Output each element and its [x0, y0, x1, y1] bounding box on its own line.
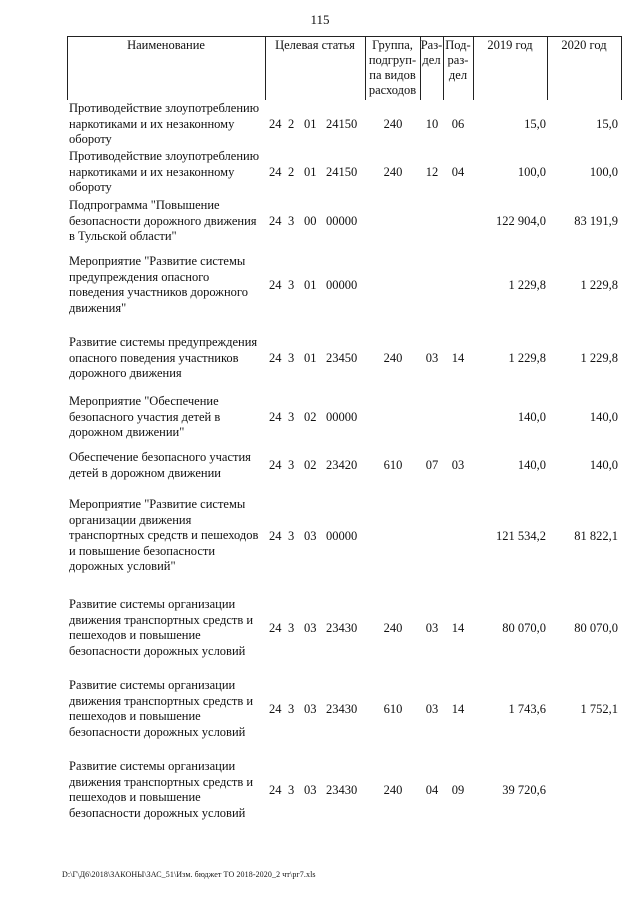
cell-c3: 02: [304, 410, 317, 424]
header-2019: 2019 год: [487, 38, 533, 52]
row-name: Развитие системы организации движения транспортных средств и пешеходов и повышение безопасности дорожных условий: [69, 597, 254, 658]
cell-y2019: 121 534,2: [496, 529, 546, 543]
cell-c2: 2: [288, 117, 295, 131]
cell-y2019: 39 720,6: [502, 783, 546, 797]
row-name: Противодействие злоупотреблению наркотиками и их незаконному обороту: [69, 149, 260, 194]
row-name: Развитие системы организации движения транспортных средств и пешеходов и повышение безопасности дорожных условий: [69, 759, 254, 820]
cell-c4: 23450: [326, 351, 358, 365]
cell-y2020: 100,0: [589, 165, 618, 179]
cell-y2019: 15,0: [524, 117, 546, 131]
cell-c2: 3: [288, 458, 295, 472]
cell-y2019: 1 229,8: [508, 351, 546, 365]
cell-section: 07: [425, 458, 439, 472]
cell-y2019: 140,0: [517, 410, 546, 424]
cell-y2019: 1 743,6: [508, 702, 546, 716]
cell-y2020: 1 229,8: [580, 351, 618, 365]
row-name: Мероприятие "Развитие системы организации движения транспортных средств и пешеходов и повышение безопасности дорожных условий": [69, 497, 259, 573]
cell-c4: 23430: [326, 621, 358, 635]
cell-c1: 24: [269, 702, 282, 716]
cell-group: 240: [383, 783, 403, 797]
cell-c3: 03: [304, 783, 317, 797]
cell-c2: 3: [288, 278, 295, 292]
cell-y2019: 100,0: [517, 165, 546, 179]
row-name: Мероприятие "Развитие системы предупреждения опасного поведения участников дорожного движения": [69, 254, 248, 315]
cell-subsection: 06: [451, 117, 465, 131]
cell-section: 10: [425, 117, 439, 131]
cell-c2: 3: [288, 621, 295, 635]
cell-y2019: 80 070,0: [502, 621, 546, 635]
cell-group: 240: [383, 165, 403, 179]
cell-c2: 2: [288, 165, 295, 179]
cell-subsection: 03: [451, 458, 465, 472]
header-name: Наименование: [127, 38, 205, 52]
cell-c1: 24: [269, 165, 282, 179]
footer-filepath: D:\Г\Д6\2018\ЗАКОНЫ\ЗАС_51\Изм. бюджет ТО 2018-2020_2 чт\рг7.xls: [62, 870, 316, 879]
header-group: Группа, подгруп- па видов расходов: [368, 38, 417, 97]
cell-c4: 24150: [326, 117, 358, 131]
cell-c4: 00000: [326, 214, 358, 228]
cell-section: 12: [425, 165, 439, 179]
cell-c3: 01: [304, 351, 317, 365]
cell-c1: 24: [269, 529, 282, 543]
table-row: [0, 597, 640, 660]
cell-c3: 01: [304, 165, 317, 179]
cell-c2: 3: [288, 783, 295, 797]
table-row: [0, 149, 640, 196]
table-row: [0, 101, 640, 148]
cell-group: 240: [383, 621, 403, 635]
cell-c1: 24: [269, 351, 282, 365]
cell-subsection: 09: [451, 783, 465, 797]
header-target-article: Целевая статья: [275, 38, 355, 52]
cell-section: 03: [425, 351, 439, 365]
cell-y2019: 122 904,0: [496, 214, 546, 228]
cell-group: 610: [383, 458, 403, 472]
cell-y2019: 140,0: [517, 458, 546, 472]
cell-subsection: 14: [451, 621, 465, 635]
table-row: [0, 450, 640, 482]
cell-section: 03: [425, 621, 439, 635]
cell-c1: 24: [269, 783, 282, 797]
row-name: Противодействие злоупотреблению наркотиками и их незаконному обороту: [69, 101, 260, 146]
cell-c2: 3: [288, 410, 295, 424]
cell-y2020: 80 070,0: [574, 621, 618, 635]
cell-c3: 03: [304, 702, 317, 716]
row-name: Подпрограмма "Повышение безопасности дорожного движения в Тульской области": [69, 198, 257, 243]
cell-c4: 00000: [326, 278, 358, 292]
cell-c3: 02: [304, 458, 317, 472]
row-name: Обеспечение безопасного участия детей в дорожном движении: [69, 450, 251, 480]
cell-group: 240: [383, 117, 403, 131]
table-row: [0, 759, 640, 822]
cell-c4: 23430: [326, 783, 358, 797]
header-section: Раз- дел: [420, 38, 443, 67]
cell-c4: 23430: [326, 702, 358, 716]
table-row: [0, 254, 640, 317]
cell-c3: 03: [304, 621, 317, 635]
header-subsection: Под- раз- дел: [445, 38, 471, 82]
cell-c3: 01: [304, 278, 317, 292]
cell-c2: 3: [288, 702, 295, 716]
cell-y2020: 140,0: [589, 458, 618, 472]
row-name: Развитие системы организации движения транспортных средств и пешеходов и повышение безопасности дорожных условий: [69, 678, 254, 739]
cell-group: 240: [383, 351, 403, 365]
table-row: [0, 394, 640, 441]
cell-y2020: 1 229,8: [580, 278, 618, 292]
cell-subsection: 04: [451, 165, 465, 179]
cell-c4: 24150: [326, 165, 358, 179]
cell-y2020: 15,0: [596, 117, 618, 131]
cell-c3: 01: [304, 117, 317, 131]
cell-c1: 24: [269, 117, 282, 131]
cell-c3: 03: [304, 529, 317, 543]
cell-y2020: 81 822,1: [574, 529, 618, 543]
cell-c1: 24: [269, 410, 282, 424]
table-row: [0, 198, 640, 245]
cell-c3: 00: [304, 214, 317, 228]
cell-c4: 00000: [326, 529, 358, 543]
page-number: 115: [310, 12, 330, 27]
cell-y2020: 140,0: [589, 410, 618, 424]
cell-y2020: 83 191,9: [574, 214, 618, 228]
cell-c1: 24: [269, 214, 282, 228]
cell-subsection: 14: [451, 702, 465, 716]
cell-c1: 24: [269, 621, 282, 635]
cell-y2019: 1 229,8: [508, 278, 546, 292]
table-row: [0, 497, 640, 576]
cell-c1: 24: [269, 458, 282, 472]
cell-c1: 24: [269, 278, 282, 292]
cell-c2: 3: [288, 351, 295, 365]
cell-section: 03: [425, 702, 439, 716]
cell-y2020: 1 752,1: [580, 702, 618, 716]
cell-section: 04: [425, 783, 439, 797]
cell-subsection: 14: [451, 351, 465, 365]
table-row: [0, 678, 640, 741]
row-name: Развитие системы предупреждения опасного поведения участников дорожного движения: [69, 335, 258, 380]
cell-group: 610: [383, 702, 403, 716]
cell-c4: 23420: [326, 458, 358, 472]
table-row: [0, 335, 640, 382]
row-name: Мероприятие "Обеспечение безопасного участия детей в дорожном движении": [69, 394, 221, 439]
cell-c4: 00000: [326, 410, 358, 424]
cell-c2: 3: [288, 529, 295, 543]
header-2020: 2020 год: [561, 38, 607, 52]
cell-c2: 3: [288, 214, 295, 228]
